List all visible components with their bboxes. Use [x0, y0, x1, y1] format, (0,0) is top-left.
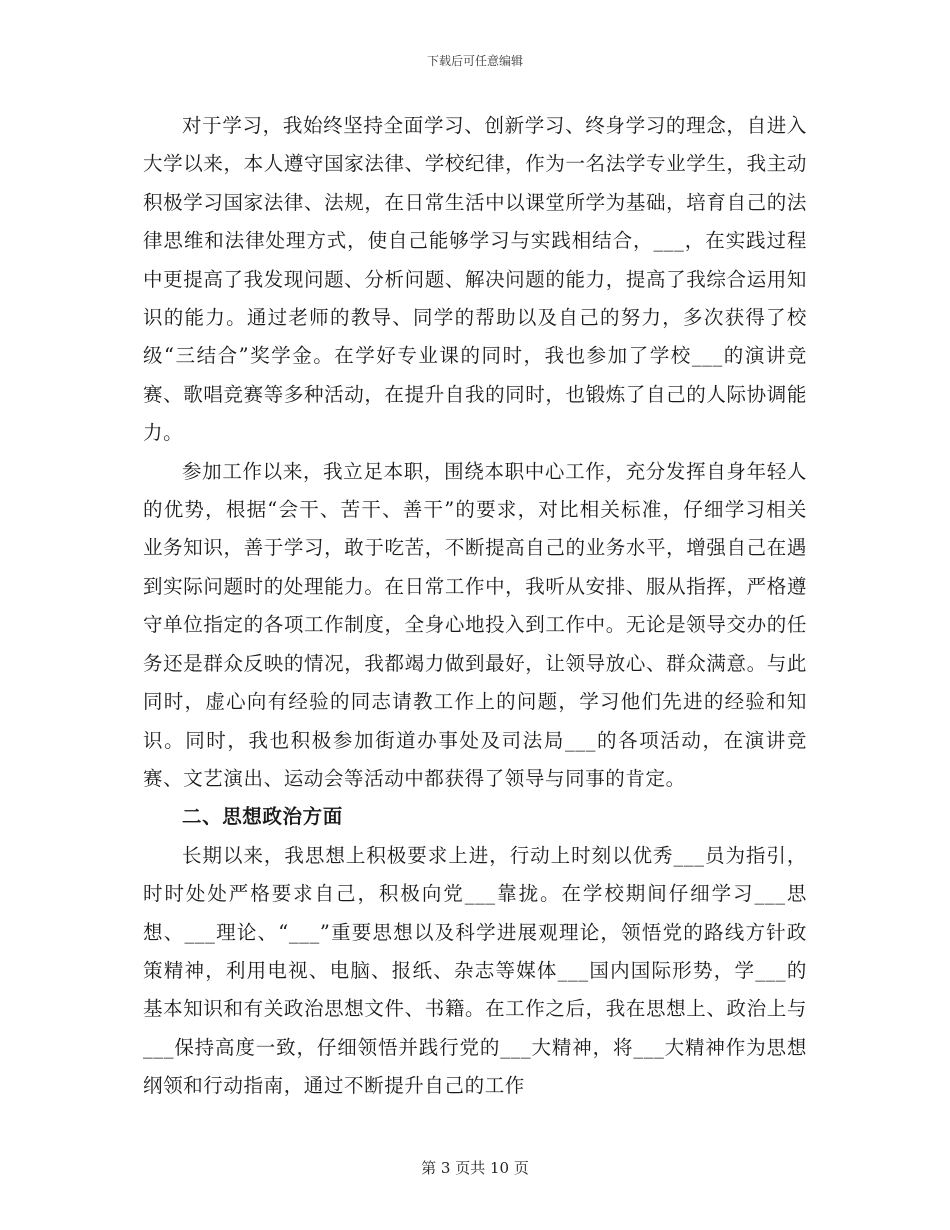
paragraph-political: 长期以来，我思想上积极要求上进，行动上时刻以优秀___员为指引，时时处处严格要求自己，积极向党___靠拢。在学校期间仔细学习___思想、___理论、“___”重要思想以及科学进展观理论，领悟党的路线方针政策精神，利用电视、电脑、报纸、杂志等媒体___国内国际形势，学___的基本知识和有关政治思想文件、书籍。在工作之后，我在思想上、政治上与___保持高度一致，仔细领悟并践行党的___大精神，将___大精神作为思想纲领和行动指南，通过不断提升自己的工作 [143, 843, 807, 1098]
section-heading: 二、思想政治方面 [182, 805, 343, 829]
paragraph-study: 对于学习，我始终坚持全面学习、创新学习、终身学习的理念，自进入大学以来，本人遵守国家法律、学校纪律，作为一名法学专业学生，我主动积极学习国家法律、法规，在日常生活中以课堂所学为基础，培育自己的法律思维和法律处理方式，使自己能够学习与实践相结合，___，在实践过程中更提高了我发现问题、分析问题、解决问题的能力，提高了我综合运用知识的能力。通过老师的教导、同学的帮助以及自己的努力，多次获得了校级“三结合”奖学金。在学好专业课的同时，我也参加了学校___的演讲竞赛、歌唱竞赛等多种活动，在提升自我的同时，也锻炼了自己的人际协调能力。 [143, 114, 807, 445]
document-body [143, 107, 807, 1106]
paragraph-work: 参加工作以来，我立足本职，围绕本职中心工作，充分发挥自身年轻人的优势，根据“会干、苦干、善干”的要求，对比相关标准，仔细学习相关业务知识，善于学习，敢于吃苦，不断提高自己的业务水平，增强自己在遇到实际问题时的处理能力。在日常工作中，我听从安排、服从指挥，严格遵守单位指定的各项工作制度，全身心地投入到工作中。无论是领导交办的任务还是群众反映的情况，我都竭力做到最好，让领导放心、群众满意。与此同时，虚心向有经验的同志请教工作上的问题，学习他们先进的经验和知识。同时，我也积极参加街道办事处及司法局___的各项活动，在演讲竞赛、文艺演出、运动会等活动中都获得了领导与同事的肯定。 [143, 459, 807, 790]
page-header: 下载后可任意编辑 [426, 54, 523, 68]
page-number: 第 3 页共 10 页 [421, 1159, 529, 1177]
